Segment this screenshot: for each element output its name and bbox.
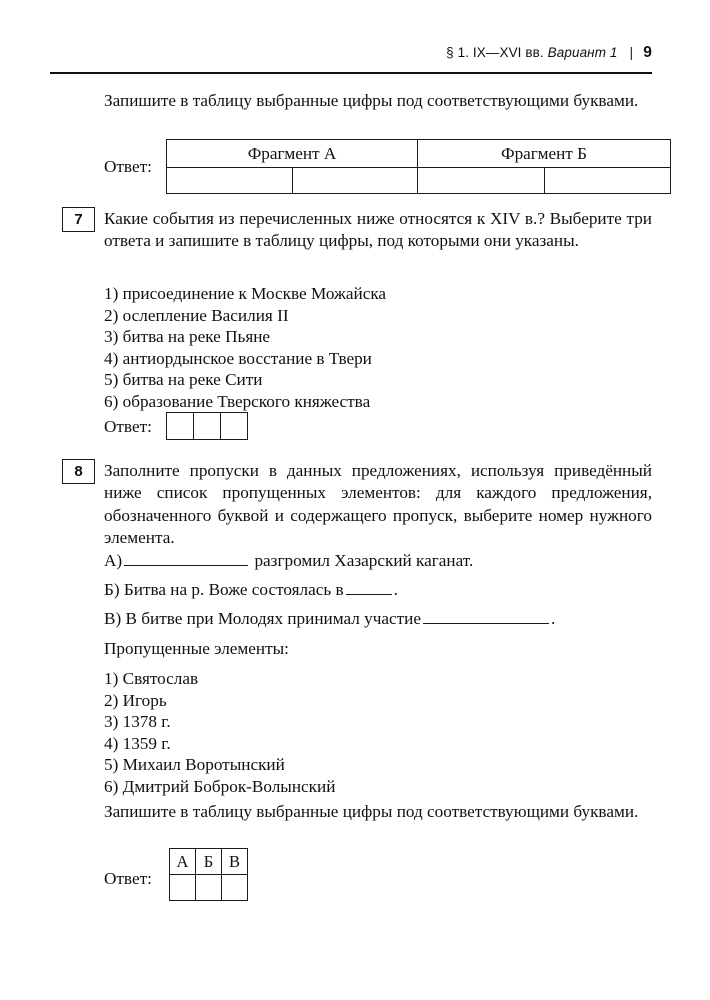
list-item[interactable]: 2) ослепление Василия II	[104, 305, 289, 325]
list-item[interactable]: 5) битва на реке Сити	[104, 370, 263, 390]
statement-b-blank[interactable]	[346, 580, 392, 595]
running-header	[50, 44, 652, 62]
statement-b	[104, 579, 652, 601]
table-row	[167, 413, 248, 440]
missing-elements-title: Пропущенные элементы:	[104, 639, 289, 658]
statement-b-letter: Б)	[104, 580, 120, 599]
list-item[interactable]: 2) Игорь	[104, 690, 167, 710]
abv-header-b: Б	[196, 849, 222, 875]
fragment-cell-a1[interactable]	[167, 168, 293, 194]
statement-a-letter: А)	[104, 551, 123, 570]
q7-answer-cell-2[interactable]	[194, 413, 221, 440]
question-8-prompt: Заполните пропуски в данных предложениях, используя приведённый ниже список пропущенных элементов: для каждого предложения, обозначенного буквой и содержащего пропуск, выберите номер нужного элемента.	[104, 461, 652, 548]
abv-cell-v[interactable]	[222, 875, 248, 901]
question-7-answer-table[interactable]	[166, 412, 248, 440]
list-item[interactable]: 4) антиордынское восстание в Твери	[104, 348, 372, 368]
question-8-answer-label: Ответ:	[104, 869, 152, 888]
abv-header-v: В	[222, 849, 248, 875]
abv-cell-a[interactable]	[170, 875, 196, 901]
statement-a-text: разгромил Хазарский каганат.	[250, 551, 474, 570]
abv-header-a: А	[170, 849, 196, 875]
header-separator: |	[629, 44, 634, 60]
question-7-answer-label: Ответ:	[104, 417, 152, 436]
question-8-number: 8	[62, 459, 95, 484]
question-7-options	[104, 283, 652, 413]
variant-label: Вариант 1	[547, 45, 618, 60]
list-item[interactable]: 1) присоединение к Москве Можайска	[104, 284, 387, 303]
page-number: 9	[643, 44, 652, 61]
table-row	[170, 875, 248, 901]
question-7-number: 7	[62, 207, 95, 232]
list-item[interactable]: 4) 1359 г.	[104, 733, 171, 753]
fragment-answer-label: Ответ:	[104, 157, 152, 176]
table-row	[170, 849, 248, 875]
fragment-b-header: Фрагмент Б	[418, 140, 671, 168]
q7-answer-cell-1[interactable]	[167, 413, 194, 440]
statement-v-text: В битве при Молодях принимал участие	[121, 609, 421, 628]
top-instruction: Запишите в таблицу выбранные цифры под соответствующими буквами.	[104, 91, 639, 110]
list-item[interactable]: 5) Михаил Воротынский	[104, 755, 285, 775]
list-item[interactable]: 6) Дмитрий Боброк-Волынский	[104, 776, 336, 796]
abv-cell-b[interactable]	[196, 875, 222, 901]
fragment-cell-b2[interactable]	[544, 168, 671, 194]
statement-v-letter: В)	[104, 609, 122, 628]
fragment-cell-b1[interactable]	[418, 168, 545, 194]
statement-a	[104, 550, 652, 572]
q7-answer-cell-3[interactable]	[221, 413, 248, 440]
question-8-closing-instruction: Запишите в таблицу выбранные цифры под соответствующими буквами.	[104, 802, 639, 821]
table-row	[167, 140, 671, 168]
statement-v-blank[interactable]	[423, 609, 549, 624]
question-8-answer-table[interactable]	[169, 848, 248, 901]
table-row	[167, 168, 671, 194]
list-item[interactable]: 6) образование Тверского княжества	[104, 391, 371, 411]
statement-v-text-end: .	[551, 609, 556, 628]
fragment-cell-a2[interactable]	[292, 168, 418, 194]
fragment-a-header: Фрагмент А	[167, 140, 418, 168]
header-rule	[50, 72, 652, 74]
list-item[interactable]: 3) битва на реке Пьяне	[104, 327, 271, 347]
missing-elements-list	[104, 668, 652, 798]
question-7-prompt: Какие события из перечисленных ниже относятся к XIV в.? Выберите три ответа и запишите в таблицу цифры, под которыми они указаны.	[104, 209, 652, 251]
list-item[interactable]: 3) 1378 г.	[104, 712, 171, 732]
statement-a-blank[interactable]	[124, 551, 248, 566]
list-item[interactable]: 1) Святослав	[104, 669, 199, 688]
section-title: § 1. IX—XVI вв.	[446, 45, 544, 60]
statement-b-text-end: .	[393, 580, 398, 599]
statement-v	[104, 608, 652, 630]
statement-b-text: Битва на р. Воже состоялась в	[119, 580, 344, 599]
fragment-answer-table[interactable]	[166, 139, 671, 194]
